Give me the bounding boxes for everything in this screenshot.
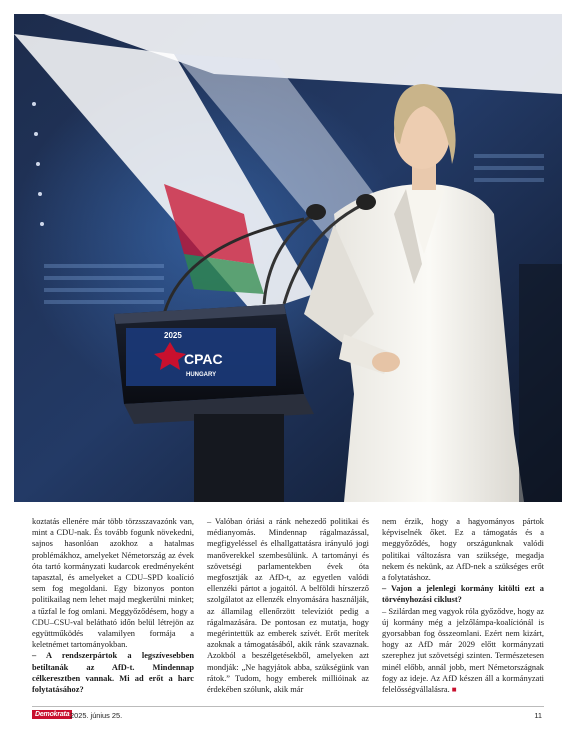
page-footer <box>32 710 544 724</box>
article-column-3 <box>382 516 544 695</box>
interview-question: – Vajon a jelenlegi kormány kitölti ezt a törvényhozási ciklust? <box>382 584 544 605</box>
paragraph-final <box>382 606 544 696</box>
podium-logo-country: HUNGARY <box>186 372 217 378</box>
podium-logo-year: 2025 <box>164 331 182 340</box>
page-number: 11 <box>534 711 542 720</box>
magazine-logo: Demokrata <box>32 710 72 719</box>
paragraph: koztatás ellenére már több törzsszavazónk van, mint a CDU-nak. És tovább fogunk növekedni, sajnos hasonlóan azokhoz a hatalmas problémákhoz, amelyeket Németország az évek óta tartó kormányzati kudarcok eredményeként tapasztal, és amelyeket a CDU–SPD koalíció sem fog megoldani. Egy bizonyos ponton politikailag nem lehet majd megkerülni minket; a tűzfal le fog omlani. Meggyőződésem, hogy a CDU–CSU-val belátható időn belül létrejön az együttműködés valamilyen formája a keletnémet tartományokban. <box>32 517 194 650</box>
paragraph: nem érzik, hogy a hagyományos pártok képviselnék őket. Ez a támogatás és a meggyőződés, hogy országunknak valódi politikai változásra van szüksége, megadja nekem és nekünk, az AfD-nek a szükséges erőt a folytatáshoz. <box>382 517 544 583</box>
article-photo <box>14 14 562 502</box>
speaker-at-podium-illustration <box>14 14 562 502</box>
end-of-article-mark: ■ <box>451 685 457 695</box>
footer-rule <box>32 706 544 707</box>
article-column-1 <box>32 516 194 695</box>
article-body <box>32 516 544 695</box>
interview-question: – A rendszerpártok a legszívesebben betiltanák az AfD-t. Mindennap célkeresztben vannak. Mi ad erőt a harc folytatásához? <box>32 651 194 695</box>
paragraph-final-text: – Szilárdan meg vagyok róla győződve, hogy az új kormány még a jelzőlámpa-koalíciónál is gyorsabban fog összeomlani. Ezért nem kizárt, hogy az AfD már 2029 előtt kormányzati szerephez jut szövetségi szinten. Természetesen minél előbb, annál jobb, mert Németországnak fogy az ideje. Az AfD készen áll a kormányzati felelősségvállalásra. <box>382 606 544 695</box>
podium-logo-name: CPAC <box>184 351 223 367</box>
issue-date: 2025. június 25. <box>70 711 123 720</box>
article-column-2 <box>207 516 369 695</box>
paragraph: – Valóban óriási a ránk nehezedő politikai és médianyomás. Mindennap rágalmazással, megfigyeléssel és elhallgattatásra irányuló jogi manőverekkel szembesülünk. A tartományi és szövetségi parlamentekben évek óta megfosztják az AfD-t, az egyetlen valódi ellenzéki pártot a jogaitól. A belföldi hírszerző szolgálatot az ellenzék elnyomására használják, az államilag ellenőrzött televíziót pedig a rágalmazására. De pontosan ez mutatja, hogy megérintettük az emberek szívét. Erőt merítek azoknak a támogatásából, akik ránk szavaznak. Azokból a beszélgetésekből, amelyeken azt mondják: „Ne hagyjátok abba, szükségünk van rátok.” Tudom, hogy emberek millióinak az érdekében szólunk, akik már <box>207 517 369 695</box>
